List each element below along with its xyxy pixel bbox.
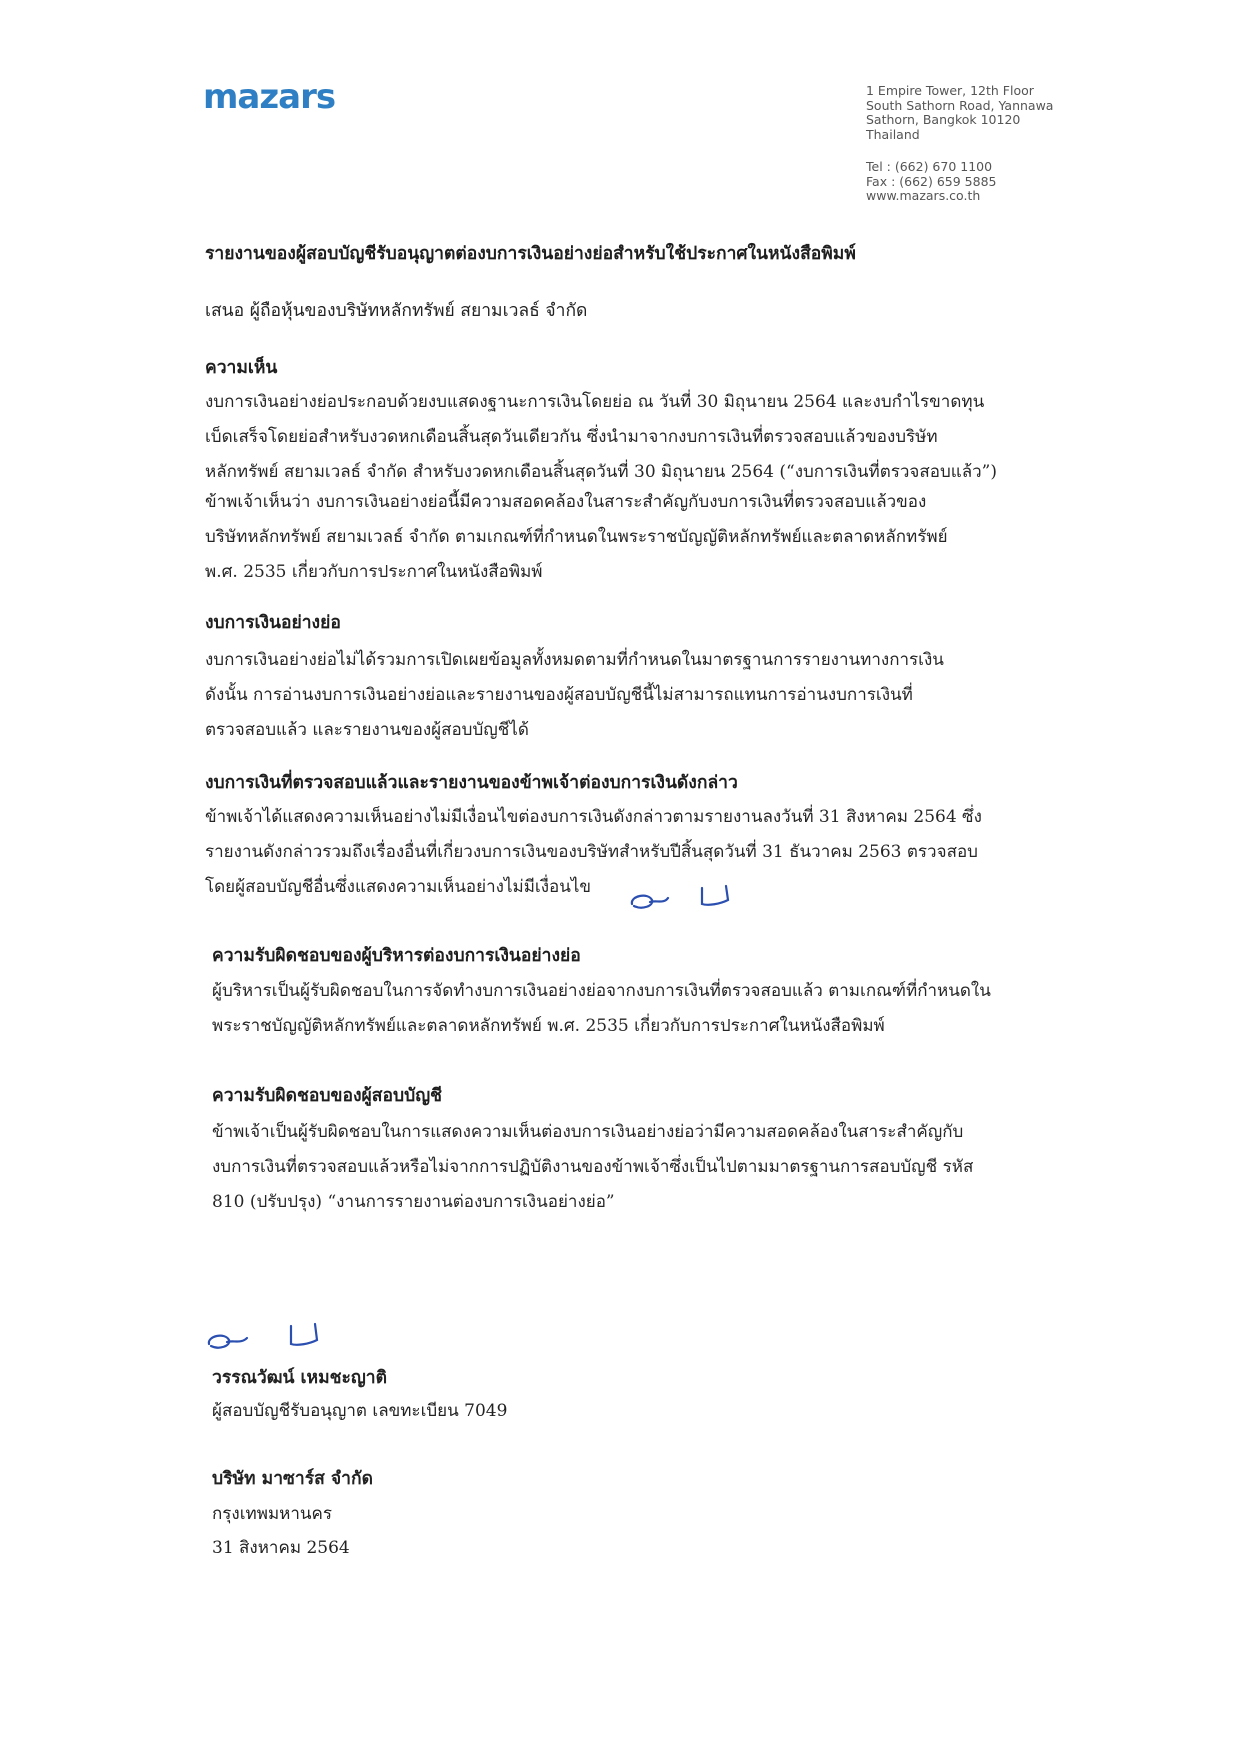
- text-line: ผู้บริหารเป็นผู้รับผิดชอบในการจัดทำงบการเงินอย่างย่อจากงบการเงินที่ตรวจสอบแล้ว ตามเกณฑ์ที่กำหนดใน: [212, 981, 991, 1001]
- addressee: เสนอ ผู้ถือหุ้นของบริษัทหลักทรัพย์ สยามเวลธ์ จำกัด: [205, 301, 588, 321]
- text-line: พระราชบัญญัติหลักทรัพย์และตลาดหลักทรัพย์ พ.ศ. 2535 เกี่ยวกับการประกาศในหนังสือพิมพ์: [212, 1016, 885, 1036]
- opinion-paragraph-1: [205, 385, 1060, 490]
- auditor-heading: ความรับผิดชอบของผู้สอบบัญชี: [212, 1086, 442, 1106]
- text-line: โดยผู้สอบบัญชีอื่นซึ่งแสดงความเห็นอย่างไม่มีเงื่อนไข: [205, 877, 592, 897]
- text-line: ข้าพเจ้าได้แสดงความเห็นอย่างไม่มีเงื่อนไขต่องบการเงินดังกล่าวตามรายงานลงวันที่ 31 สิงหาคม 2564 ซึ่ง: [205, 807, 982, 827]
- auditor-name: วรรณวัฒน์ เหมชะญาติ: [212, 1368, 387, 1388]
- office-address: [866, 84, 1126, 204]
- report-title: รายงานของผู้สอบบัญชีรับอนุญาตต่องบการเงินอย่างย่อสำหรับใช้ประกาศในหนังสือพิมพ์: [205, 244, 856, 264]
- telephone: Tel : (662) 670 1100: [866, 159, 993, 174]
- svg-text:mazars: mazars: [203, 78, 336, 117]
- fax: Fax : (662) 659 5885: [866, 173, 997, 189]
- management-heading: ความรับผิดชอบของผู้บริหารต่องบการเงินอย่างย่อ: [212, 946, 581, 966]
- audit-firm-city: กรุงเทพมหานคร: [212, 1504, 333, 1524]
- address-line: South Sathorn Road, Yannawa: [866, 97, 1054, 113]
- text-line: 810 (ปรับปรุง) “งานการรายงานต่องบการเงินอย่างย่อ”: [212, 1192, 615, 1212]
- text-line: รายงานดังกล่าวรวมถึงเรื่องอื่นที่เกี่ยวงบการเงินของบริษัทสำหรับปีสิ้นสุดวันที่ 31 ธันวาคม 2563 ตรวจสอบ: [205, 842, 978, 862]
- text-line: ข้าพเจ้าเป็นผู้รับผิดชอบในการแสดงความเห็นต่องบการเงินอย่างย่อว่ามีความสอดคล้องในสาระสำคัญกับ: [212, 1122, 964, 1142]
- website-link[interactable]: www.mazars.co.th: [866, 188, 981, 203]
- opinion-heading: ความเห็น: [205, 358, 278, 378]
- text-line: หลักทรัพย์ สยามเวลธ์ จำกัด สำหรับงวดหกเดือนสิ้นสุดวันที่ 30 มิถุนายน 2564 (“งบการเงินที่ตรวจสอบแล้ว”): [205, 462, 997, 482]
- auditor-paragraph: [212, 1115, 1067, 1220]
- text-line: พ.ศ. 2535 เกี่ยวกับการประกาศในหนังสือพิมพ์: [205, 562, 543, 582]
- text-line: ดังนั้น การอ่านงบการเงินอย่างย่อและรายงานของผู้สอบบัญชีนี้ไม่สามารถแทนการอ่านงบการเงินที่: [205, 685, 913, 705]
- opinion-paragraph-2: [205, 485, 1060, 590]
- address-line: Sathorn, Bangkok 10120: [866, 112, 1021, 127]
- audited-heading: งบการเงินที่ตรวจสอบแล้วและรายงานของข้าพเจ้าต่องบการเงินดังกล่าว: [205, 773, 738, 793]
- address-line: Thailand: [866, 126, 920, 142]
- summary-paragraph: [205, 643, 1060, 748]
- audit-firm-name: บริษัท มาซาร์ส จำกัด: [212, 1469, 373, 1489]
- auditor-signature: [205, 1320, 335, 1360]
- auditor-license: ผู้สอบบัญชีรับอนุญาต เลขทะเบียน 7049: [212, 1401, 508, 1421]
- text-line: งบการเงินที่ตรวจสอบแล้วหรือไม่จากการปฏิบัติงานของข้าพเจ้าซึ่งเป็นไปตามมาตรฐานการสอบบัญชี รหัส: [212, 1157, 974, 1177]
- text-line: งบการเงินอย่างย่อไม่ได้รวมการเปิดเผยข้อมูลทั้งหมดตามที่กำหนดในมาตรฐานการรายงานทางการเงิน: [205, 650, 944, 670]
- mazars-logo: [203, 78, 375, 122]
- initials-signature: [628, 880, 738, 920]
- text-line: บริษัทหลักทรัพย์ สยามเวลธ์ จำกัด ตามเกณฑ์ที่กำหนดในพระราชบัญญัติหลักทรัพย์และตลาดหลักทรัพย์: [205, 527, 948, 547]
- text-line: ข้าพเจ้าเห็นว่า งบการเงินอย่างย่อนี้มีความสอดคล้องในสาระสำคัญกับงบการเงินที่ตรวจสอบแล้วของ: [205, 492, 927, 512]
- text-line: เบ็ดเสร็จโดยย่อสำหรับงวดหกเดือนสิ้นสุดวันเดียวกัน ซึ่งนำมาจากงบการเงินที่ตรวจสอบแล้วของบริษัท: [205, 427, 938, 447]
- summary-heading: งบการเงินอย่างย่อ: [205, 613, 341, 633]
- text-line: ตรวจสอบแล้ว และรายงานของผู้สอบบัญชีได้: [205, 720, 529, 740]
- address-line: 1 Empire Tower, 12th Floor: [866, 83, 1034, 98]
- management-paragraph: [212, 974, 1067, 1044]
- text-line: งบการเงินอย่างย่อประกอบด้วยงบแสดงฐานะการเงินโดยย่อ ณ วันที่ 30 มิถุนายน 2564 และงบกำไรขาดทุน: [205, 392, 985, 412]
- report-date: 31 สิงหาคม 2564: [212, 1538, 350, 1558]
